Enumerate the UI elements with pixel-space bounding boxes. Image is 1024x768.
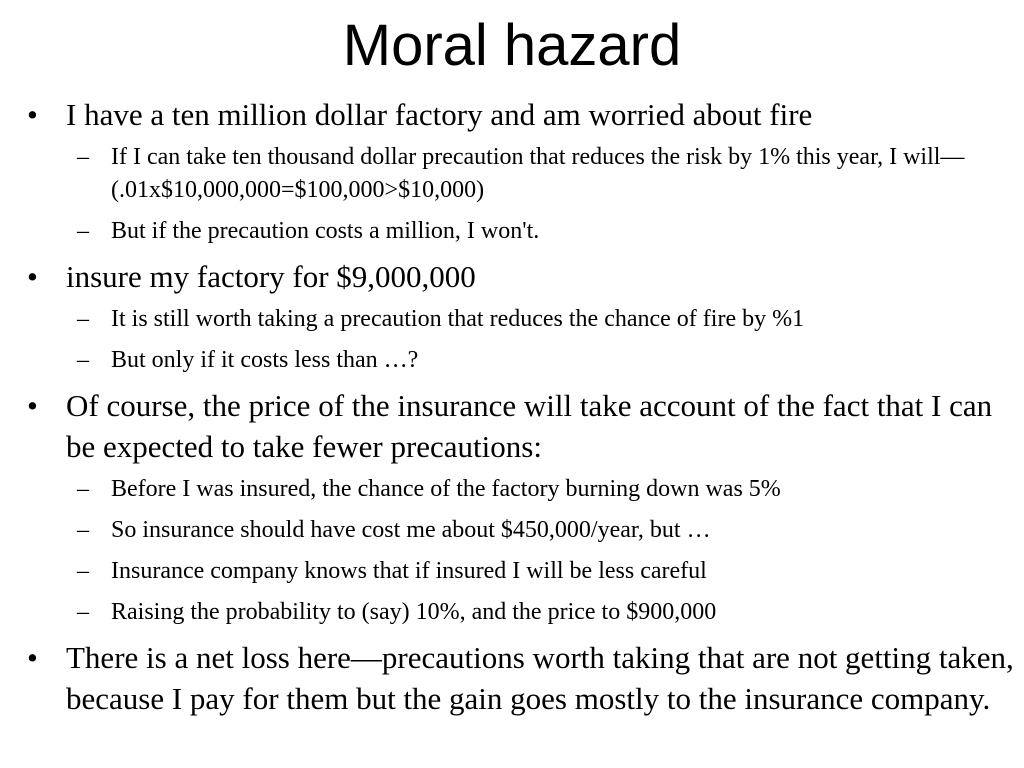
bullet-3	[0, 385, 1024, 467]
sub-bullet-text: It is still worth taking a precaution that reduces the chance of fire by %1	[111, 306, 805, 332]
sub-bullet	[0, 303, 1024, 336]
dash-marker: –	[77, 517, 89, 543]
bullet-text: I have a ten million dollar factory and am worried about fire	[66, 97, 813, 132]
dash-marker: –	[77, 306, 89, 332]
dash-marker: –	[77, 558, 89, 584]
bullet-text: Of course, the price of the insurance will take account of the fact that I can be expected to take fewer precautions:	[66, 388, 993, 464]
sub-bullet	[0, 596, 1024, 629]
dash-marker: –	[77, 144, 89, 170]
sub-bullet-text: Insurance company knows that if insured I will be less careful	[111, 558, 707, 584]
sub-bullet-text: But if the precaution costs a million, I won't.	[111, 218, 540, 244]
slide-title: Moral hazard	[342, 13, 682, 78]
slide-body	[0, 94, 1024, 725]
dash-marker: –	[77, 218, 89, 244]
sub-bullet-text: If I can take ten thousand dollar precaution that reduces the risk by 1% this year, I will—(.01x$10,000,000=$100,000>$10,000)	[111, 144, 965, 203]
bullet-marker: •	[27, 97, 38, 132]
bullet-marker: •	[27, 388, 38, 423]
bullet-2	[0, 256, 1024, 297]
sub-bullet	[0, 555, 1024, 588]
dash-marker: –	[77, 599, 89, 625]
sub-bullet-text: Raising the probability to (say) 10%, and the price to $900,000	[111, 599, 717, 625]
sub-bullet	[0, 141, 1024, 207]
bullet-4	[0, 637, 1024, 719]
dash-marker: –	[77, 347, 89, 373]
sub-bullet	[0, 215, 1024, 248]
dash-marker: –	[77, 476, 89, 502]
bullet-text: There is a net loss here—precautions worth taking that are not getting taken, because I pay for them but the gain goes mostly to the insurance company.	[66, 640, 1014, 716]
sub-bullet-text: Before I was insured, the chance of the factory burning down was 5%	[111, 476, 781, 502]
bullet-1	[0, 94, 1024, 135]
sub-bullet-text: But only if it costs less than …?	[111, 347, 419, 373]
bullet-marker: •	[27, 640, 38, 675]
sub-bullet	[0, 344, 1024, 377]
bullet-text: insure my factory for $9,000,000	[66, 259, 476, 294]
sub-bullet	[0, 514, 1024, 547]
bullet-marker: •	[27, 259, 38, 294]
sub-bullet	[0, 473, 1024, 506]
sub-bullet-text: So insurance should have cost me about $450,000/year, but …	[111, 517, 711, 543]
